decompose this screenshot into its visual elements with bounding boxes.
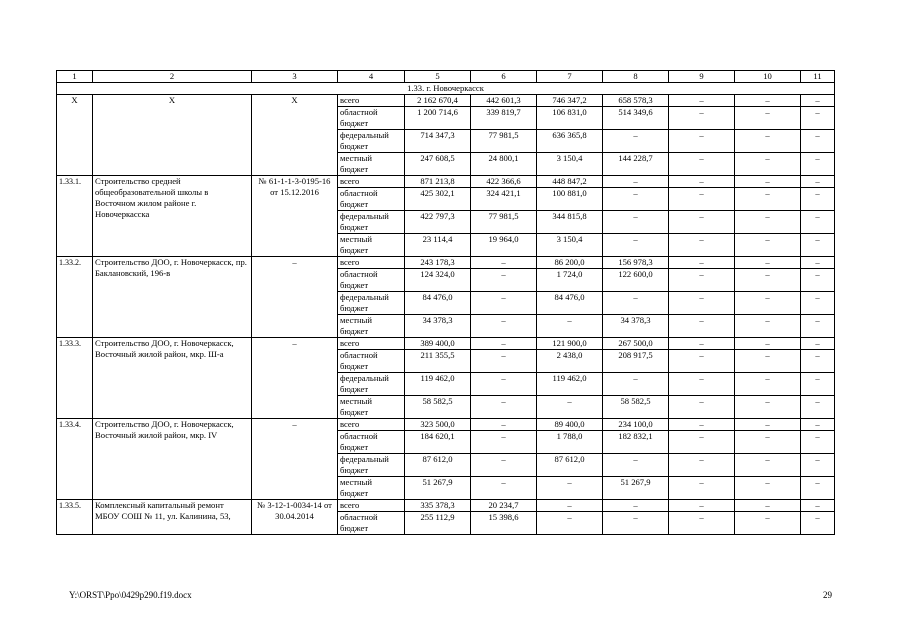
- funding-value-cell: 1 788,0: [537, 431, 603, 454]
- funding-value-cell: –: [735, 454, 801, 477]
- item-code: 1.33.2.: [57, 257, 93, 338]
- funding-value-cell: –: [537, 315, 603, 338]
- funding-value-cell: 19 964,0: [471, 234, 537, 257]
- funding-source-label: областной бюджет: [338, 188, 405, 211]
- funding-source-label: всего: [338, 338, 405, 350]
- funding-value-cell: 23 114,4: [405, 234, 471, 257]
- funding-value-cell: –: [669, 373, 735, 396]
- funding-value-cell: –: [735, 338, 801, 350]
- funding-value-cell: –: [471, 431, 537, 454]
- funding-source-label: местный бюджет: [338, 477, 405, 500]
- funding-value-cell: –: [669, 234, 735, 257]
- column-number-header: 3: [252, 71, 338, 83]
- funding-value-cell: 58 582,5: [405, 396, 471, 419]
- funding-source-label: местный бюджет: [338, 234, 405, 257]
- column-number-header: 11: [801, 71, 835, 83]
- funding-value-cell: 234 100,0: [603, 419, 669, 431]
- table-row: [57, 257, 835, 269]
- funding-value-cell: –: [603, 211, 669, 234]
- funding-value-cell: 100 881,0: [537, 188, 603, 211]
- funding-value-cell: 144 228,7: [603, 153, 669, 176]
- funding-value-cell: 658 578,3: [603, 95, 669, 107]
- table-body: [57, 71, 835, 535]
- funding-value-cell: 77 981,5: [471, 130, 537, 153]
- funding-value-cell: 714 347,3: [405, 130, 471, 153]
- funding-value-cell: –: [801, 419, 835, 431]
- funding-value-cell: 77 981,5: [471, 211, 537, 234]
- funding-value-cell: –: [603, 512, 669, 535]
- funding-value-cell: –: [537, 396, 603, 419]
- item-document: –: [252, 338, 338, 419]
- funding-value-cell: 636 365,8: [537, 130, 603, 153]
- funding-value-cell: 344 815,8: [537, 211, 603, 234]
- funding-value-cell: –: [735, 107, 801, 130]
- funding-value-cell: 422 366,6: [471, 176, 537, 188]
- funding-source-label: федеральный бюджет: [338, 211, 405, 234]
- funding-value-cell: –: [801, 338, 835, 350]
- funding-value-cell: 124 324,0: [405, 269, 471, 292]
- funding-source-label: областной бюджет: [338, 431, 405, 454]
- funding-value-cell: –: [735, 188, 801, 211]
- funding-value-cell: –: [669, 338, 735, 350]
- column-number-header: 10: [735, 71, 801, 83]
- funding-source-label: всего: [338, 419, 405, 431]
- item-code: 1.33.4.: [57, 419, 93, 500]
- funding-value-cell: –: [801, 500, 835, 512]
- funding-value-cell: –: [603, 292, 669, 315]
- funding-source-label: областной бюджет: [338, 512, 405, 535]
- funding-value-cell: –: [801, 350, 835, 373]
- funding-value-cell: 335 378,3: [405, 500, 471, 512]
- item-name: Строительство ДОО, г. Новочеркасск, пр. Баклановский, 196-в: [93, 257, 252, 338]
- funding-value-cell: –: [669, 188, 735, 211]
- item-document: № 61-1-1-3-0195-16 от 15.12.2016: [252, 176, 338, 257]
- funding-value-cell: –: [669, 107, 735, 130]
- funding-source-label: федеральный бюджет: [338, 130, 405, 153]
- funding-value-cell: 267 500,0: [603, 338, 669, 350]
- funding-value-cell: –: [669, 350, 735, 373]
- funding-value-cell: –: [801, 107, 835, 130]
- funding-value-cell: –: [801, 211, 835, 234]
- funding-value-cell: –: [801, 234, 835, 257]
- section-row: [57, 83, 835, 95]
- column-number-header: 1: [57, 71, 93, 83]
- column-number-header: 4: [338, 71, 405, 83]
- column-number-header: 8: [603, 71, 669, 83]
- funding-value-cell: –: [537, 477, 603, 500]
- funding-value-cell: –: [471, 477, 537, 500]
- table-row: [57, 176, 835, 188]
- item-document: Х: [252, 95, 338, 176]
- funding-value-cell: –: [537, 500, 603, 512]
- table-row: [57, 500, 835, 512]
- funding-source-label: местный бюджет: [338, 153, 405, 176]
- funding-value-cell: –: [471, 257, 537, 269]
- table-row: [57, 419, 835, 431]
- funding-value-cell: –: [801, 477, 835, 500]
- funding-source-label: всего: [338, 257, 405, 269]
- item-name: Строительство ДОО, г. Новочеркасск, Восточный жилой район, мкр. IV: [93, 419, 252, 500]
- column-number-header: 6: [471, 71, 537, 83]
- funding-value-cell: –: [471, 269, 537, 292]
- funding-value-cell: 122 600,0: [603, 269, 669, 292]
- funding-value-cell: –: [801, 292, 835, 315]
- funding-value-cell: –: [735, 512, 801, 535]
- table-row: [57, 338, 835, 350]
- funding-value-cell: –: [801, 396, 835, 419]
- funding-value-cell: 425 302,1: [405, 188, 471, 211]
- funding-value-cell: –: [669, 269, 735, 292]
- funding-value-cell: 442 601,3: [471, 95, 537, 107]
- column-number-header: 5: [405, 71, 471, 83]
- column-number-header: 9: [669, 71, 735, 83]
- funding-value-cell: –: [669, 292, 735, 315]
- funding-value-cell: 324 421,1: [471, 188, 537, 211]
- funding-value-cell: –: [669, 153, 735, 176]
- funding-value-cell: –: [735, 234, 801, 257]
- funding-source-label: федеральный бюджет: [338, 373, 405, 396]
- funding-source-label: федеральный бюджет: [338, 292, 405, 315]
- funding-value-cell: 51 267,9: [405, 477, 471, 500]
- funding-value-cell: –: [603, 454, 669, 477]
- funding-value-cell: –: [471, 315, 537, 338]
- funding-value-cell: –: [735, 211, 801, 234]
- item-name: Комплексный капитальный ремонт МБОУ СОШ № 11, ул. Калинина, 53,: [93, 500, 252, 535]
- funding-value-cell: 211 355,5: [405, 350, 471, 373]
- funding-value-cell: –: [735, 153, 801, 176]
- funding-source-label: федеральный бюджет: [338, 454, 405, 477]
- funding-source-label: местный бюджет: [338, 396, 405, 419]
- funding-value-cell: 24 800,1: [471, 153, 537, 176]
- funding-value-cell: –: [801, 315, 835, 338]
- item-code: Х: [57, 95, 93, 176]
- funding-value-cell: 121 900,0: [537, 338, 603, 350]
- funding-value-cell: 255 112,9: [405, 512, 471, 535]
- funding-value-cell: 1 724,0: [537, 269, 603, 292]
- funding-value-cell: –: [735, 95, 801, 107]
- funding-value-cell: 2 438,0: [537, 350, 603, 373]
- item-document: –: [252, 419, 338, 500]
- item-name: Строительство ДОО, г. Новочеркасск, Восточный жилой район, мкр. Ш-а: [93, 338, 252, 419]
- table-row: [57, 95, 835, 107]
- funding-value-cell: 86 200,0: [537, 257, 603, 269]
- funding-value-cell: –: [669, 500, 735, 512]
- funding-value-cell: 106 831,0: [537, 107, 603, 130]
- funding-value-cell: –: [801, 512, 835, 535]
- funding-value-cell: –: [471, 454, 537, 477]
- section-title: 1.33. г. Новочеркасск: [57, 83, 835, 95]
- funding-value-cell: –: [471, 338, 537, 350]
- funding-value-cell: –: [801, 257, 835, 269]
- funding-value-cell: 34 378,3: [405, 315, 471, 338]
- funding-value-cell: –: [669, 396, 735, 419]
- funding-value-cell: 3 150,4: [537, 234, 603, 257]
- funding-value-cell: –: [603, 234, 669, 257]
- funding-value-cell: –: [669, 477, 735, 500]
- funding-source-label: областной бюджет: [338, 269, 405, 292]
- funding-value-cell: 422 797,3: [405, 211, 471, 234]
- funding-value-cell: 156 978,3: [603, 257, 669, 269]
- funding-value-cell: –: [801, 130, 835, 153]
- funding-value-cell: –: [735, 350, 801, 373]
- funding-source-label: областной бюджет: [338, 350, 405, 373]
- funding-value-cell: –: [735, 269, 801, 292]
- funding-value-cell: 84 476,0: [405, 292, 471, 315]
- funding-value-cell: 89 400,0: [537, 419, 603, 431]
- column-number-header: 2: [93, 71, 252, 83]
- funding-value-cell: 2 162 670,4: [405, 95, 471, 107]
- funding-value-cell: –: [669, 130, 735, 153]
- funding-source-label: всего: [338, 500, 405, 512]
- funding-value-cell: –: [471, 292, 537, 315]
- funding-value-cell: –: [471, 396, 537, 419]
- funding-value-cell: 243 178,3: [405, 257, 471, 269]
- funding-value-cell: –: [669, 512, 735, 535]
- funding-value-cell: 323 500,0: [405, 419, 471, 431]
- funding-value-cell: 389 400,0: [405, 338, 471, 350]
- funding-value-cell: –: [801, 373, 835, 396]
- funding-value-cell: –: [735, 419, 801, 431]
- funding-value-cell: –: [735, 176, 801, 188]
- funding-value-cell: –: [669, 257, 735, 269]
- funding-value-cell: –: [735, 477, 801, 500]
- item-name: Строительство средней общеобразовательной школы в Восточном жилом районе г. Новочеркасска: [93, 176, 252, 257]
- funding-value-cell: –: [735, 431, 801, 454]
- funding-value-cell: –: [735, 500, 801, 512]
- item-code: 1.33.1.: [57, 176, 93, 257]
- funding-value-cell: –: [471, 373, 537, 396]
- funding-source-label: всего: [338, 95, 405, 107]
- funding-value-cell: –: [801, 95, 835, 107]
- funding-value-cell: 184 620,1: [405, 431, 471, 454]
- funding-value-cell: 51 267,9: [603, 477, 669, 500]
- funding-value-cell: 20 234,7: [471, 500, 537, 512]
- funding-value-cell: –: [669, 454, 735, 477]
- funding-value-cell: –: [471, 419, 537, 431]
- funding-value-cell: 87 612,0: [405, 454, 471, 477]
- page-number: 29: [823, 590, 832, 600]
- funding-value-cell: 514 349,6: [603, 107, 669, 130]
- funding-value-cell: –: [603, 188, 669, 211]
- funding-value-cell: –: [471, 350, 537, 373]
- funding-value-cell: –: [603, 176, 669, 188]
- funding-value-cell: 208 917,5: [603, 350, 669, 373]
- funding-value-cell: 746 347,2: [537, 95, 603, 107]
- column-number-header: 7: [537, 71, 603, 83]
- funding-value-cell: 58 582,5: [603, 396, 669, 419]
- funding-value-cell: 3 150,4: [537, 153, 603, 176]
- funding-value-cell: –: [603, 500, 669, 512]
- funding-value-cell: 182 832,1: [603, 431, 669, 454]
- funding-value-cell: 84 476,0: [537, 292, 603, 315]
- funding-value-cell: –: [801, 176, 835, 188]
- funding-value-cell: –: [801, 454, 835, 477]
- item-document: № 3-12-1-0034-14 от 30.04.2014: [252, 500, 338, 535]
- funding-value-cell: –: [735, 130, 801, 153]
- funding-value-cell: –: [801, 269, 835, 292]
- funding-value-cell: –: [801, 431, 835, 454]
- funding-value-cell: –: [735, 373, 801, 396]
- funding-value-cell: –: [735, 315, 801, 338]
- funding-source-label: местный бюджет: [338, 315, 405, 338]
- funding-value-cell: –: [537, 512, 603, 535]
- item-code: 1.33.3.: [57, 338, 93, 419]
- program-funding-table: [56, 70, 835, 535]
- item-code: 1.33.5.: [57, 500, 93, 535]
- item-name: Х: [93, 95, 252, 176]
- funding-value-cell: 339 819,7: [471, 107, 537, 130]
- item-document: –: [252, 257, 338, 338]
- funding-value-cell: –: [669, 419, 735, 431]
- funding-source-label: всего: [338, 176, 405, 188]
- funding-value-cell: 15 398,6: [471, 512, 537, 535]
- funding-value-cell: –: [735, 292, 801, 315]
- funding-value-cell: –: [801, 153, 835, 176]
- funding-value-cell: –: [669, 95, 735, 107]
- funding-value-cell: 247 608,5: [405, 153, 471, 176]
- funding-value-cell: –: [735, 257, 801, 269]
- funding-value-cell: –: [801, 188, 835, 211]
- funding-value-cell: –: [669, 431, 735, 454]
- funding-value-cell: 34 378,3: [603, 315, 669, 338]
- funding-value-cell: –: [669, 176, 735, 188]
- funding-value-cell: –: [669, 315, 735, 338]
- funding-value-cell: –: [603, 373, 669, 396]
- funding-value-cell: 119 462,0: [537, 373, 603, 396]
- funding-value-cell: –: [603, 130, 669, 153]
- funding-value-cell: 87 612,0: [537, 454, 603, 477]
- funding-value-cell: –: [735, 396, 801, 419]
- column-number-row: [57, 71, 835, 83]
- funding-value-cell: 871 213,8: [405, 176, 471, 188]
- funding-source-label: областной бюджет: [338, 107, 405, 130]
- file-path-footer: Y:\ORST\Ppo\0429p290.f19.docx: [69, 590, 192, 600]
- funding-value-cell: 1 200 714,6: [405, 107, 471, 130]
- funding-value-cell: 119 462,0: [405, 373, 471, 396]
- funding-value-cell: 448 847,2: [537, 176, 603, 188]
- funding-value-cell: –: [669, 211, 735, 234]
